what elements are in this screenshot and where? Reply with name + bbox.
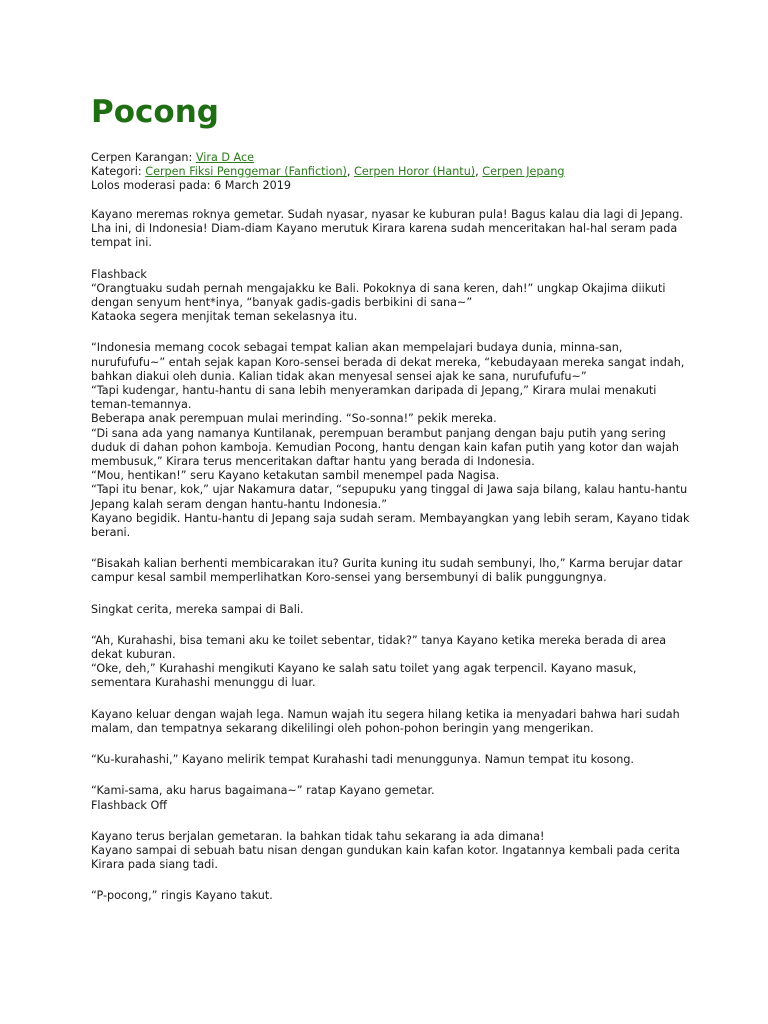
- story-line: Kayano meremas roknya gemetar. Sudah nyasar, nyasar ke kuburan pula! Bagus kalau dia lagi di Jepang. Lha ini, di Indonesia! Diam-diam Kayano merutuk Kirara karena sudah menceritakan hal-hal seram pada tempat ini.: [91, 208, 683, 250]
- story-paragraph: [91, 557, 691, 585]
- story-line: “Ku-kurahashi,” Kayano melirik tempat Kurahashi tadi menunggunya. Namun tempat itu kosong.: [91, 753, 634, 767]
- story-line: “Indonesia memang cocok sebagai tempat kalian akan mempelajari budaya dunia, minna-san, nurufufufu~” entah sejak kapan Koro-sensei berada di dekat mereka, “kebudayaan mereka sangat indah, bahkan diakui oleh dunia. Kalian tidak akan menyesal sensei ajak ke sana, nurufufufu~”: [91, 341, 685, 383]
- story-line: “Ah, Kurahashi, bisa temani aku ke toilet sebentar, tidak?” tanya Kayano ketika mereka berada di area dekat kuburan.: [91, 633, 667, 662]
- article-meta: [91, 151, 691, 194]
- story-body: [91, 208, 691, 921]
- story-line: “Kami-sama, aku harus bagaimana~” ratap Kayano gemetar.: [91, 784, 435, 798]
- story-line: Kayano keluar dengan wajah lega. Namun wajah itu segera hilang ketika ia menyadari bahwa hari sudah malam, dan tempatnya sekarang dikelilingi oleh pohon-pohon beringin yang mengerikan.: [91, 707, 680, 735]
- author-line: [91, 151, 691, 165]
- story-line: Flashback Off: [91, 798, 167, 812]
- category-label: Kategori:: [91, 165, 142, 179]
- story-line: “Orangtuaku sudah pernah mengajakku ke Bali. Pokoknya di sana keren, dah!” ungkap Okajima diikuti dengan senyum hent*inya, “banyak gadis-gadis berbikini di sana~”: [91, 281, 666, 310]
- story-paragraph: [91, 753, 691, 767]
- category-separator: ,: [475, 165, 479, 179]
- moderation-date: Lolos moderasi pada: 6 March 2019: [91, 179, 291, 193]
- story-line: Beberapa anak perempuan mulai merinding. “So-sonna!” pekik mereka.: [91, 412, 497, 426]
- story-paragraph: [91, 603, 691, 617]
- story-line: “Tapi kudengar, hantu-hantu di sana lebih menyeramkan daripada di Jepang,” Kirara mulai menakuti teman-temannya.: [91, 384, 657, 412]
- category-link-jepang[interactable]: Cerpen Jepang: [482, 165, 565, 179]
- story-paragraph: [91, 889, 691, 903]
- story-line: Singkat cerita, mereka sampai di Bali.: [91, 602, 304, 616]
- story-line: Kayano begidik. Hantu-hantu di Jepang saja sudah seram. Membayangkan yang lebih seram, Kayano tidak berani.: [91, 511, 690, 540]
- story-paragraph: [91, 634, 691, 691]
- story-paragraph: [91, 784, 691, 812]
- story-paragraph: [91, 708, 691, 736]
- story-paragraph: [91, 268, 691, 325]
- story-paragraph: [91, 830, 691, 873]
- story-line: Kataoka segera menjitak teman sekelasnya itu.: [91, 310, 358, 324]
- category-line: [91, 165, 691, 179]
- category-separator: ,: [346, 165, 351, 179]
- story-line: “P-pocong,” ringis Kayano takut.: [91, 889, 273, 903]
- author-link[interactable]: Vira D Ace: [195, 151, 255, 164]
- story-paragraph: [91, 341, 691, 540]
- page-title: Pocong: [91, 94, 219, 130]
- story-line: “Bisakah kalian berhenti membicarakan itu? Gurita kuning itu sudah sembunyi, lho,” Karma berujar datar campur kesal sambil memperlihatkan Koro-sensei yang bersembunyi di balik punggungnya.: [91, 557, 683, 585]
- story-paragraph: [91, 208, 691, 251]
- story-line: Flashback: [91, 267, 147, 281]
- story-line: Kayano terus berjalan gemetaran. Ia bahkan tidak tahu sekarang ia ada dimana!: [91, 829, 545, 843]
- category-link-horor[interactable]: Cerpen Horor (Hantu): [354, 165, 476, 179]
- story-line: “Oke, deh,” Kurahashi mengikuti Kayano ke salah satu toilet yang agak terpencil. Kayano masuk, sementara Kurahashi menunggu di luar.: [91, 662, 637, 690]
- author-label: Cerpen Karangan:: [91, 151, 193, 164]
- story-line: “Tapi itu benar, kok,” ujar Nakamura datar, “sepupuku yang tinggal di Jawa saja bilang, kalau hantu-hantu Jepang kalah seram dengan hantu-hantu Indonesia.”: [91, 483, 688, 511]
- story-line: “Di sana ada yang namanya Kuntilanak, perempuan berambut panjang dengan baju putih yang sering duduk di dahan pohon kamboja. Kemudian Pocong, hantu dengan kain kafan putih yang kotor dan wajah membusuk,” Kirara terus menceritakan daftar hantu yang berada di Indonesia.: [91, 426, 679, 469]
- story-line: “Mou, hentikan!” seru Kayano ketakutan sambil menempel pada Nagisa.: [91, 469, 500, 483]
- story-line: Kayano sampai di sebuah batu nisan dengan gundukan kain kafan kotor. Ingatannya kembali pada cerita Kirara pada siang tadi.: [91, 843, 680, 872]
- category-link-fanfiction[interactable]: Cerpen Fiksi Penggemar (Fanfiction): [145, 165, 347, 179]
